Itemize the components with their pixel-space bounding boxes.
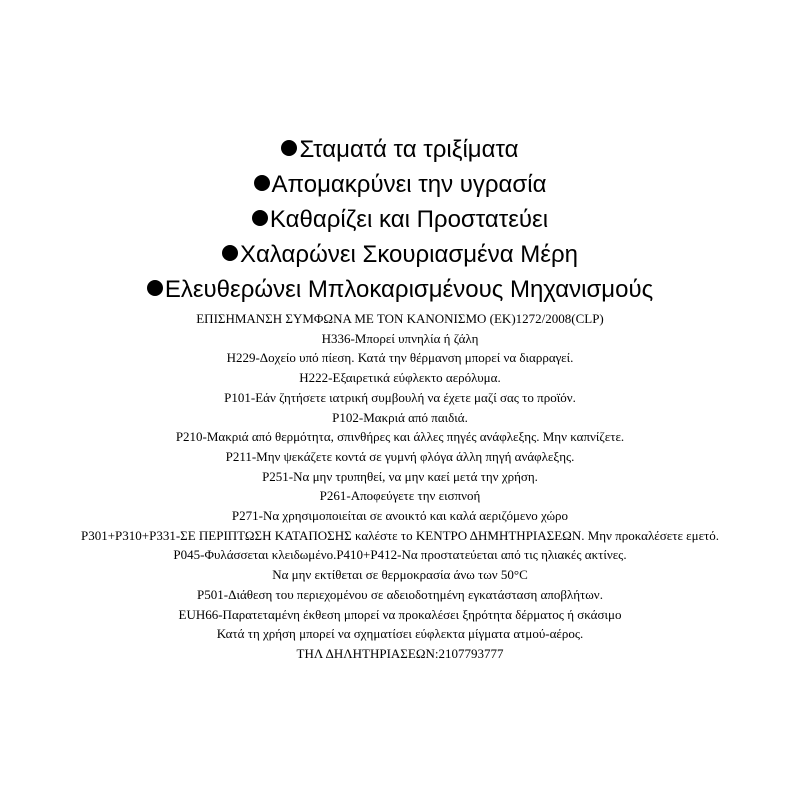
hazard-statement-h229: H229-Δοχείο υπό πίεση. Κατά την θέρμανση μπορεί να διαρραγεί.	[226, 350, 574, 366]
hazard-statement-h336: H336-Μπορεί υπνηλία ή ζάλη	[321, 330, 479, 346]
precaution-p261: P261-Αποφεύγετε την εισπνοή	[319, 488, 481, 504]
precaution-p211: P211-Μην ψεκάζετε κοντά σε γυμνή φλόγα άλλη πηγή ανάφλεξης.	[225, 448, 575, 464]
feature-item	[0, 272, 800, 307]
flammable-mixture-warning: Κατά τη χρήση μπορεί να σχηματίσει εύφλεκτα μίγματα ατμού-αέρος.	[216, 626, 584, 642]
hazard-statement-h222: H222-Εξαιρετικά εύφλεκτο αερόλυμα.	[299, 370, 501, 386]
bullet-icon	[252, 210, 268, 226]
precaution-p101: P101-Εάν ζητήσετε ιατρική συμβουλή να έχετε μαζί σας το προϊόν.	[224, 389, 576, 405]
feature-item	[0, 167, 800, 202]
feature-item	[0, 202, 800, 237]
clp-heading: ΕΠΙΣΗΜΑΝΣΗ ΣΥΜΦΩΝΑ ΜΕ ΤΟΝ ΚΑΝΟΝΙΣΜΟ (ΕΚ)1272/2008(CLP)	[196, 311, 604, 326]
feature-text: Σταματά τα τριξίματα	[299, 136, 519, 163]
precaution-p271: P271-Να χρησιμοποιείται σε ανοικτό και καλά αεριζόμενο χώρο	[231, 508, 569, 524]
feature-list	[0, 132, 800, 307]
feature-text: Ελευθερώνει Μπλοκαρισμένους Μηχανισμούς	[164, 276, 654, 303]
poison-center-phone: ΤΗΛ ΔΗΛΗΤΗΡΙΑΣΕΩΝ:2107793777	[296, 645, 504, 661]
bullet-icon	[147, 280, 163, 296]
precaution-p251: P251-Να μην τρυπηθεί, να μην καεί μετά την χρήση.	[262, 468, 538, 484]
bullet-icon	[281, 140, 297, 156]
bullet-icon	[222, 245, 238, 261]
precaution-p210: P210-Μακριά από θερμότητα, σπινθήρες και άλλες πηγές ανάφλεξης. Μην καπνίζετε.	[175, 429, 625, 445]
feature-item	[0, 237, 800, 272]
hazard-statements	[0, 309, 800, 664]
feature-text: Καθαρίζει και Προστατεύει	[269, 206, 549, 233]
precaution-p301-p310-p331: P301+P310+P331-ΣΕ ΠΕΡΙΠΤΩΣΗ ΚΑΤΑΠΟΣΗΣ καλέστε το ΚΕΝΤΡΟ ΔΗΜΗΤΗΡΙΑΣΕΩΝ. Μην προκαλέσετε εμετό.	[80, 527, 720, 543]
bullet-icon	[254, 175, 270, 191]
precaution-p102: P102-Μακριά από παιδιά.	[332, 409, 468, 425]
hazard-statement-euh66: EUH66-Παρατεταμένη έκθεση μπορεί να προκαλέσει ξηρότητα δέρματος ή σκάσιμο	[178, 606, 622, 622]
precaution-p045-p410-p412: P045-Φυλάσσεται κλειδωμένο.P410+P412-Να προστατεύεται από τις ηλιακές ακτίνες.	[173, 547, 627, 563]
precaution-p501: P501-Διάθεση του περιεχομένου σε αδειοδοτημένη εγκατάσταση αποβλήτων.	[197, 586, 603, 602]
feature-text: Απομακρύνει την υγρασία	[271, 171, 547, 198]
feature-text: Χαλαρώνει Σκουριασμένα Μέρη	[240, 241, 578, 268]
temperature-warning: Να μην εκτίθεται σε θερμοκρασία άνω των 50°C	[272, 567, 528, 583]
feature-item	[0, 132, 800, 167]
